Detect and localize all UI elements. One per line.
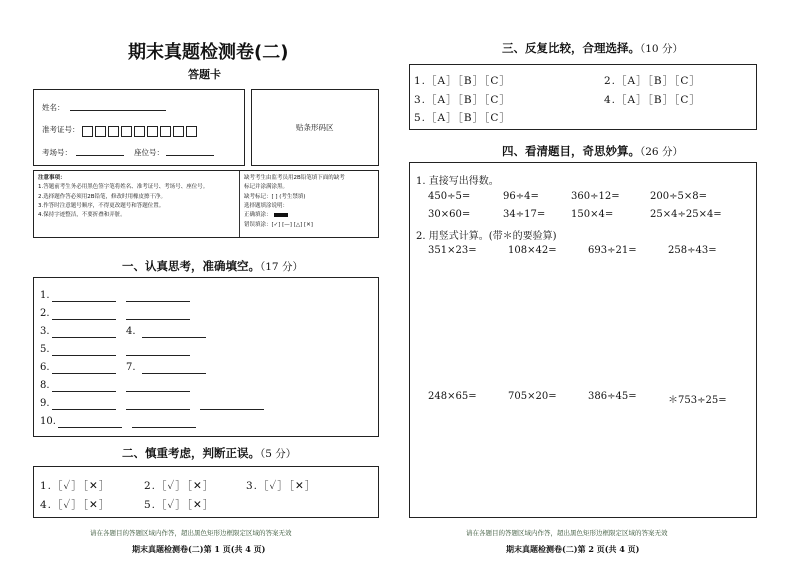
notes-right <box>244 174 376 230</box>
fill-blank-label: 6. <box>40 362 50 373</box>
fill-blank-line[interactable] <box>126 391 190 392</box>
absent-mark: 缺考标记：[ ] (考生禁填) <box>244 193 306 200</box>
calc-item: 25×4÷25×4= <box>650 209 722 220</box>
vertical-calc-item: 351×23= <box>428 245 477 256</box>
barcode-area <box>251 89 379 166</box>
barcode-label: 贴条形码区 <box>296 123 334 132</box>
fill-blank-label: 9. <box>40 398 50 409</box>
note-item: 4.保持字迹整洁，不要折叠和弄脏。 <box>38 212 126 219</box>
room-field[interactable] <box>76 155 124 156</box>
fill-blank-label: 10. <box>40 416 56 427</box>
choice-item-5[interactable]: 5.［A］［B］［C］ <box>414 112 511 124</box>
choice-item-2[interactable]: 2.［A］［B］［C］ <box>604 75 701 87</box>
fill-blank-line[interactable] <box>52 391 116 392</box>
fill-instructions: 选择题填涂说明： <box>244 203 289 210</box>
vertical-calc-item: 108×42= <box>508 245 557 256</box>
footer-left: 期末真题检测卷(二)第 1 页(共 4 页) <box>132 544 266 554</box>
fill-blank-line[interactable] <box>200 409 264 410</box>
fill-blank-line[interactable] <box>126 409 190 410</box>
fill-blank-line[interactable] <box>142 373 206 374</box>
seat-field[interactable] <box>166 155 214 156</box>
footer-right: 期末真题检测卷(二)第 2 页(共 4 页) <box>506 544 640 554</box>
wrong-fill: 错误填涂：[✓] [—] [△] [✕] <box>244 221 313 228</box>
choice-item-3[interactable]: 3.［A］［B］［C］ <box>414 94 511 106</box>
room-label: 考场号： <box>42 148 72 157</box>
name-field[interactable] <box>70 110 166 111</box>
fill-blank-line[interactable] <box>52 409 116 410</box>
judge-item-1[interactable]: 1.［✓］［✕］ <box>40 480 111 492</box>
fill-blank-line[interactable] <box>58 427 122 428</box>
calc-item: 450÷5= <box>428 191 471 202</box>
vertical-calc-item: ＊753÷25= <box>668 395 727 406</box>
exam-number-cells[interactable] <box>82 122 199 141</box>
fill-blank-line[interactable] <box>52 301 116 302</box>
seat-label: 座位号： <box>134 148 164 157</box>
fill-blank-label: 8. <box>40 380 50 391</box>
note-item: 2.选择题作答必须用2B铅笔，修改时用橡皮擦干净。 <box>38 193 167 200</box>
q2-prompt: 2. 用竖式计算。(带＊的要验算) <box>416 231 557 242</box>
calc-item: 200÷5×8= <box>650 191 707 202</box>
judge-item-4[interactable]: 4.［✓］［✕］ <box>40 499 111 511</box>
note-item: 3.作答时注意题号顺序，不得更改题号和答题位置。 <box>38 203 165 210</box>
section2-box <box>33 466 379 518</box>
fill-blank-label: 2. <box>40 308 50 319</box>
fill-blank-label: 1. <box>40 290 50 301</box>
notes-box <box>33 170 379 238</box>
calc-item: 96÷4= <box>503 191 539 202</box>
notes-heading: 注意事项： <box>38 175 66 181</box>
fill-blank-line[interactable] <box>132 427 196 428</box>
section4-heading: 四、看清题目，奇思妙算。（26 分） <box>502 144 683 158</box>
section2-heading: 二、慎重考虑，判断正误。（5 分） <box>122 446 297 460</box>
vertical-calc-item: 386÷45= <box>588 391 637 402</box>
section3-heading: 三、反复比较，合理选择。（10 分） <box>502 41 683 55</box>
page-title: 期末真题检测卷(二) <box>128 42 289 63</box>
calc-item: 150×4= <box>571 209 614 220</box>
fill-blank-line[interactable] <box>52 319 116 320</box>
vertical-calc-item: 248×65= <box>428 391 477 402</box>
calc-item: 360÷12= <box>571 191 620 202</box>
notes-divider <box>239 171 240 237</box>
footer-note-right: 请在各题目的答题区域内作答，超出黑色矩形边框限定区域的答案无效 <box>466 529 668 537</box>
judge-item-3[interactable]: 3.［✓］［✕］ <box>246 480 317 492</box>
vertical-calc-item: 693÷21= <box>588 245 637 256</box>
absent-note: 标记并涂满涂黑。 <box>244 184 289 191</box>
answer-sheet-label: 答题卡 <box>188 68 221 81</box>
fill-blank-label: 4. <box>126 326 136 337</box>
section3-box <box>409 64 757 130</box>
notes-left <box>38 174 234 221</box>
choice-item-4[interactable]: 4.［A］［B］［C］ <box>604 94 701 106</box>
note-item: 1.答题前考生务必用黑色签字笔将姓名、准考证号、考场号、座位号。 <box>38 184 209 191</box>
fill-blank-line[interactable] <box>126 301 190 302</box>
judge-item-5[interactable]: 5.［✓］［✕］ <box>144 499 215 511</box>
fill-blank-line[interactable] <box>52 337 116 338</box>
name-label: 姓名： <box>42 103 65 112</box>
fill-blank-line[interactable] <box>126 319 190 320</box>
fill-blank-line[interactable] <box>52 355 116 356</box>
choice-item-1[interactable]: 1.［A］［B］［C］ <box>414 75 511 87</box>
fill-blank-line[interactable] <box>52 373 116 374</box>
section1-heading: 一、认真思考，准确填空。（17 分） <box>122 259 303 273</box>
fill-blank-label: 5. <box>40 344 50 355</box>
vertical-calc-item: 258÷43= <box>668 245 717 256</box>
absent-note: 缺考考生由监考员用2B铅笔填下面的缺考 <box>244 175 345 181</box>
footer-note-left: 请在各题目的答题区域内作答，超出黑色矩形边框限定区域的答案无效 <box>90 529 292 537</box>
correct-fill: 正确填涂： <box>244 211 376 220</box>
section1-box <box>33 277 379 437</box>
fill-blank-line[interactable] <box>142 337 206 338</box>
calc-item: 30×60= <box>428 209 471 220</box>
calc-item: 34÷17= <box>503 209 546 220</box>
fill-blank-label: 7. <box>126 362 136 373</box>
section4-box <box>409 162 757 518</box>
judge-item-2[interactable]: 2.［✓］［✕］ <box>144 480 215 492</box>
student-info-box <box>33 89 245 166</box>
fill-blank-label: 3. <box>40 326 50 337</box>
fill-blank-line[interactable] <box>126 355 190 356</box>
q1-prompt: 1. 直接写出得数。 <box>416 176 499 187</box>
exam-number-label: 准考证号： <box>42 125 80 134</box>
vertical-calc-item: 705×20= <box>508 391 557 402</box>
